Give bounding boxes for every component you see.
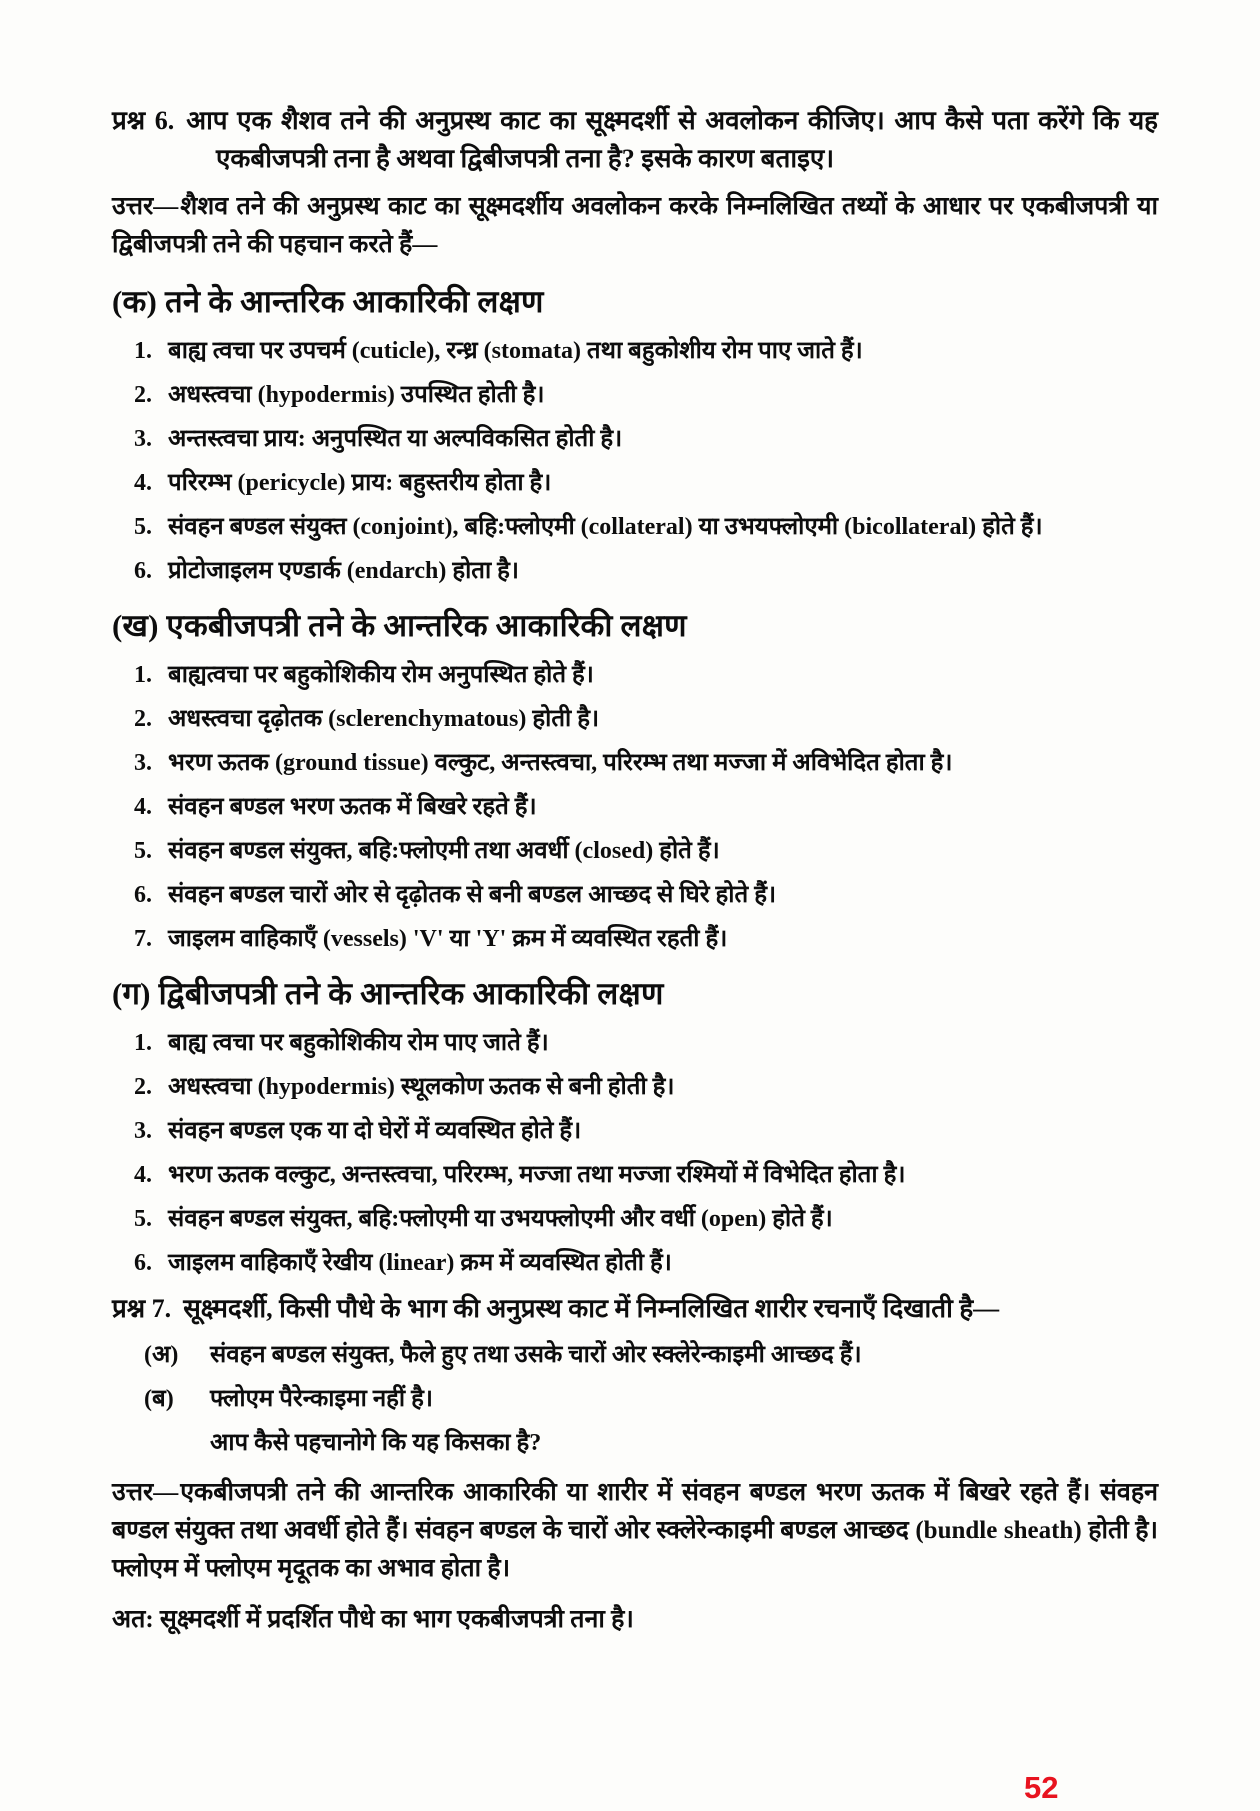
item-number: 6. — [134, 882, 152, 908]
item-number: 5. — [134, 1206, 152, 1232]
item-text: भरण ऊतक वल्कुट, अन्तस्त्वचा, परिरम्भ, मज्जा तथा मज्जा रश्मियों में विभेदित होता है। — [168, 1162, 906, 1188]
section-kha-list — [134, 658, 1158, 956]
answer-6-label: उत्तर— — [112, 193, 179, 220]
item-text: बाह्यत्वचा पर बहुकोशिकीय रोम अनुपस्थित होते हैं। — [168, 662, 594, 688]
list-item — [134, 878, 1158, 912]
item-text: बाह्य त्वचा पर बहुकोशिकीय रोम पाए जाते हैं। — [168, 1030, 549, 1056]
list-item — [134, 510, 1158, 544]
list-item — [134, 334, 1158, 368]
item-text: भरण ऊतक (ground tissue) वल्कुट, अन्तस्त्वचा, परिरम्भ तथा मज्जा में अविभेदित होता है। — [168, 750, 953, 776]
item-text: संवहन बण्डल संयुक्त, बहि:फ्लोएमी या उभयफ्लोएमी और वर्धी (open) होते हैं। — [168, 1206, 833, 1232]
list-item — [134, 1246, 1158, 1280]
item-number: 7. — [134, 926, 152, 952]
section-heading-ga: (ग) द्विबीजपत्री तने के आन्तरिक आकारिकी लक्षण — [112, 976, 664, 1011]
item-number: 3. — [134, 426, 152, 452]
page-number: 52 — [1024, 1770, 1059, 1805]
answer-7 — [112, 1474, 1158, 1588]
list-item — [134, 1202, 1158, 1236]
list-item — [134, 790, 1158, 824]
list-item — [134, 746, 1158, 780]
item-number: 1. — [134, 662, 152, 688]
subitem-text: फ्लोएम पैरेन्काइमा नहीं है। — [210, 1386, 433, 1412]
answer-7-label: उत्तर— — [112, 1479, 179, 1506]
page-content — [112, 102, 1158, 1638]
item-number: 2. — [134, 706, 152, 732]
item-number: 3. — [134, 1118, 152, 1144]
list-item — [134, 1026, 1158, 1060]
item-number: 1. — [134, 1030, 152, 1056]
subitem-label: (अ) — [144, 1342, 179, 1368]
subitem-text: संवहन बण्डल संयुक्त, फैले हुए तथा उसके चारों ओर स्क्लेरेन्काइमी आच्छद हैं। — [210, 1342, 862, 1368]
item-text: अधस्त्वचा दृढ़ोतक (sclerenchymatous) होती है। — [168, 706, 600, 732]
item-number: 2. — [134, 382, 152, 408]
item-text: जाइलम वाहिकाएँ रेखीय (linear) क्रम में व्यवस्थित होती हैं। — [168, 1250, 672, 1276]
item-number: 1. — [134, 338, 152, 364]
item-text: संवहन बण्डल चारों ओर से दृढ़ोतक से बनी बण्डल आच्छद से घिरे होते हैं। — [168, 882, 777, 908]
question-6-label: प्रश्न 6. — [112, 106, 175, 135]
question-7-subitem-a — [144, 1338, 1158, 1372]
list-item — [134, 554, 1158, 588]
item-text: जाइलम वाहिकाएँ (vessels) 'V' या 'Y' क्रम में व्यवस्थित रहती हैं। — [168, 926, 728, 952]
item-number: 4. — [134, 470, 152, 496]
item-text: परिरम्भ (pericycle) प्राय: बहुस्तरीय होता है। — [168, 470, 552, 496]
section-heading-kha: (ख) एकबीजपत्री तने के आन्तरिक आकारिकी लक्षण — [112, 608, 687, 643]
item-text: संवहन बण्डल संयुक्त, बहि:फ्लोएमी तथा अवर्धी (closed) होते हैं। — [168, 838, 720, 864]
list-item — [134, 834, 1158, 868]
question-7-subitem-b — [144, 1382, 1158, 1416]
list-item — [134, 378, 1158, 412]
answer-7-conclusion: अत: सूक्ष्मदर्शी में प्रदर्शित पौधे का भाग एकबीजपत्री तना है। — [112, 1606, 634, 1633]
question-7-label: प्रश्न 7. — [112, 1294, 172, 1323]
section-ga-list — [134, 1026, 1158, 1280]
list-item — [134, 422, 1158, 456]
list-item — [134, 1114, 1158, 1148]
answer-6-text: शैशव तने की अनुप्रस्थ काट का सूक्ष्मदर्शीय अवलोकन करके निम्नलिखित तथ्यों के आधार पर एकबीजपत्री या द्विबीजपत्री तने की पहचान करते हैं— — [112, 193, 1158, 258]
item-text: अधस्त्वचा (hypodermis) उपस्थित होती है। — [168, 382, 545, 408]
list-item — [134, 1070, 1158, 1104]
item-text: प्रोटोजाइलम एण्डार्क (endarch) होता है। — [168, 558, 520, 584]
item-text: अधस्त्वचा (hypodermis) स्थूलकोण ऊतक से बनी होती है। — [168, 1074, 675, 1100]
question-6 — [112, 102, 1158, 178]
item-text: संवहन बण्डल एक या दो घेरों में व्यवस्थित होते हैं। — [168, 1118, 582, 1144]
item-number: 4. — [134, 1162, 152, 1188]
item-number: 2. — [134, 1074, 152, 1100]
question-7-text: सूक्ष्मदर्शी, किसी पौधे के भाग की अनुप्रस्थ काट में निम्नलिखित शारीर रचनाएँ दिखाती है— — [183, 1294, 1000, 1323]
list-item — [134, 702, 1158, 736]
list-item — [134, 1158, 1158, 1192]
item-number: 6. — [134, 558, 152, 584]
item-number: 4. — [134, 794, 152, 820]
list-item — [134, 466, 1158, 500]
item-text: संवहन बण्डल संयुक्त (conjoint), बहि:फ्लोएमी (collateral) या उभयफ्लोएमी (bicollateral) होते हैं। — [168, 514, 1043, 540]
question-7 — [112, 1290, 1158, 1328]
item-number: 3. — [134, 750, 152, 776]
subitem-label: (ब) — [144, 1386, 174, 1412]
item-number: 5. — [134, 838, 152, 864]
question-6-text: आप एक शैशव तने की अनुप्रस्थ काट का सूक्ष्मदर्शी से अवलोकन कीजिए। आप कैसे पता करेंगे कि यह एकबीजपत्री तना है अथवा द्विबीजपत्री तना है? इसके कारण बताइए। — [186, 106, 1158, 173]
item-number: 5. — [134, 514, 152, 540]
section-heading-ka: (क) तने के आन्तरिक आकारिकी लक्षण — [112, 284, 544, 319]
item-text: संवहन बण्डल भरण ऊतक में बिखरे रहते हैं। — [168, 794, 537, 820]
item-text: अन्तस्त्वचा प्राय: अनुपस्थित या अल्पविकसित होती है। — [168, 426, 623, 452]
item-text: बाह्य त्वचा पर उपचर्म (cuticle), रन्ध्र (stomata) तथा बहुकोशीय रोम पाए जाते हैं। — [168, 338, 863, 364]
question-7-subquestion: आप कैसे पहचानोगे कि यह किसका है? — [210, 1430, 542, 1456]
item-number: 6. — [134, 1250, 152, 1276]
section-ka-list — [134, 334, 1158, 588]
list-item — [134, 658, 1158, 692]
answer-6 — [112, 188, 1158, 264]
list-item — [134, 922, 1158, 956]
answer-7-text: एकबीजपत्री तने की आन्तरिक आकारिकी या शारीर में संवहन बण्डल भरण ऊतक में बिखरे रहते हैं। संवहन बण्डल संयुक्त तथा अवर्धी होते हैं। संवहन बण्डल के चारों ओर स्क्लेरेन्काइमी बण्डल आच्छद (bundle sheath) होती है। फ्लोएम में फ्लोएम मृदूतक का अभाव होता है। — [112, 1479, 1158, 1582]
